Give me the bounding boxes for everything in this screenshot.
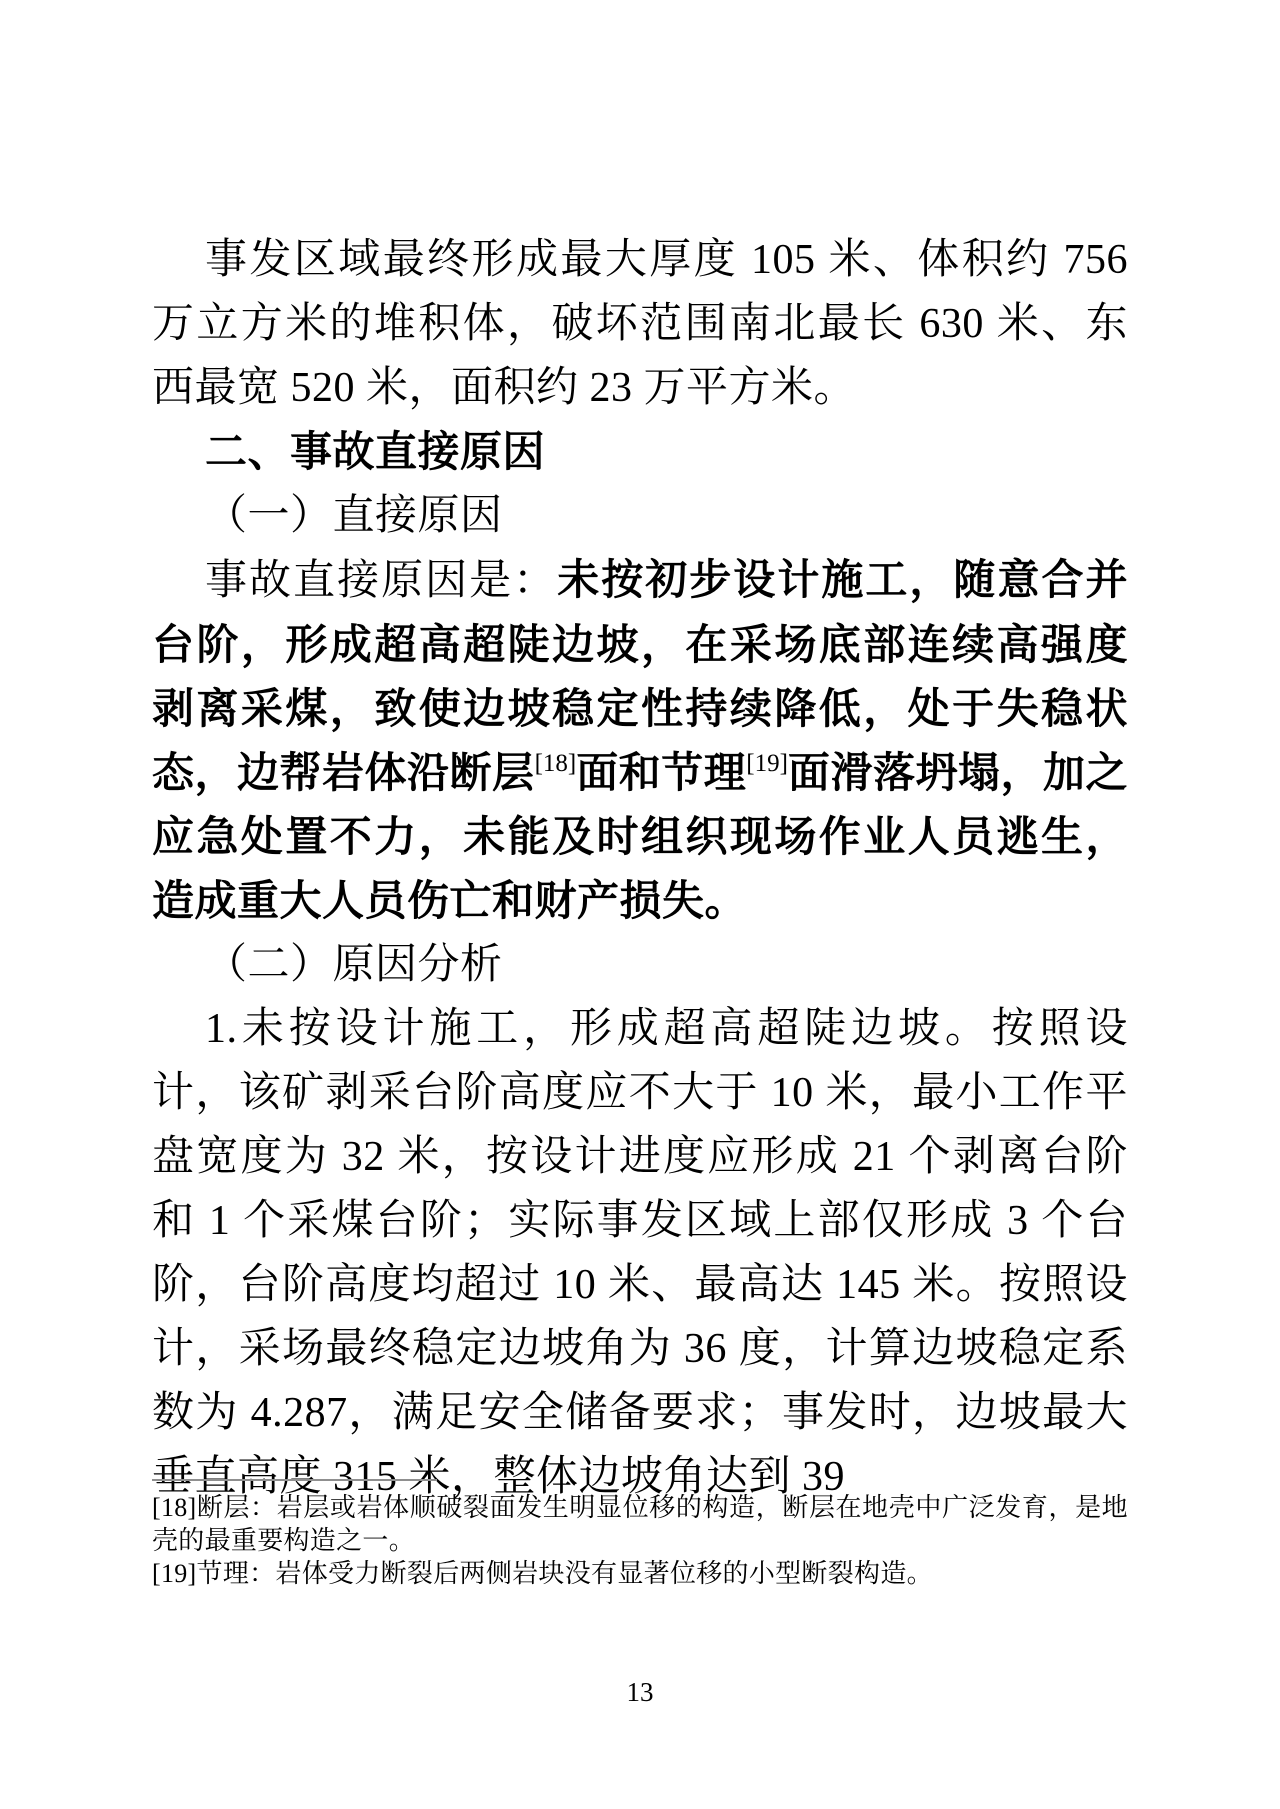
footnote-ref-18: [18] (534, 750, 577, 777)
footnote-18: [18]断层：岩层或岩体顺破裂面发生明显位移的构造，断层在地壳中广泛发育，是地壳的最重要构造之一。 (152, 1493, 1128, 1555)
direct-cause-bold-text-1: 未按初步设计施工，随意合并台阶，形成超高超陡边坡，在采场底部连续高强度剥离采煤，致使边坡稳定性持续降低，处于失稳状态，边帮岩体沿断层 (152, 556, 1128, 796)
footnote-area (152, 1479, 1128, 1590)
direct-cause-bold-text-3: 面滑落坍塌，加之应急处置不力，未能及时组织现场作业人员逃生，造成重大人员伤亡和财产损失。 (152, 749, 1128, 924)
footnote-ref-19: [19] (746, 750, 788, 777)
footnote-19: [19]节理：岩体受力断裂后两侧岩块没有显著位移的小型断裂构造。 (152, 1559, 933, 1588)
section-heading-direct-cause: 二、事故直接原因 (205, 428, 546, 475)
paragraph-cause-analysis: 1.未按设计施工，形成超高超陡边坡。按照设计，该矿剥采台阶高度应不大于 10 米，最小工作平盘宽度为 32 米，按设计进度应形成 21 个剥离台阶和 1 个采煤台阶；实际事发区域上部仅形成 3 个台阶，台阶高度均超过 10 米、最高达 145 米。按照设计，采场最终稳定边坡角为 36 度，计算边坡稳定系数为 4.287，满足安全储备要求；事发时，边坡最大垂直高度 315 米，整体边坡角达到 39 (152, 1006, 1128, 1500)
paragraph-direct-cause (152, 548, 1128, 933)
subsection-heading-direct-cause: （一）直接原因 (205, 493, 503, 539)
subsection-heading-cause-analysis: （二）原因分析 (205, 942, 503, 988)
footnote-separator (152, 1479, 437, 1481)
direct-cause-bold-text-2: 面和节理 (576, 749, 747, 796)
direct-cause-lead: 事故直接原因是： (205, 558, 558, 604)
page-content (152, 228, 1128, 1509)
paragraph-deposit-dimensions: 事发区域最终形成最大厚度 105 米、体积约 756 万立方米的堆积体，破坏范围南北最长 630 米、东西最宽 520 米，面积约 23 万平方米。 (152, 237, 1128, 411)
page-number: 13 (626, 1677, 654, 1707)
